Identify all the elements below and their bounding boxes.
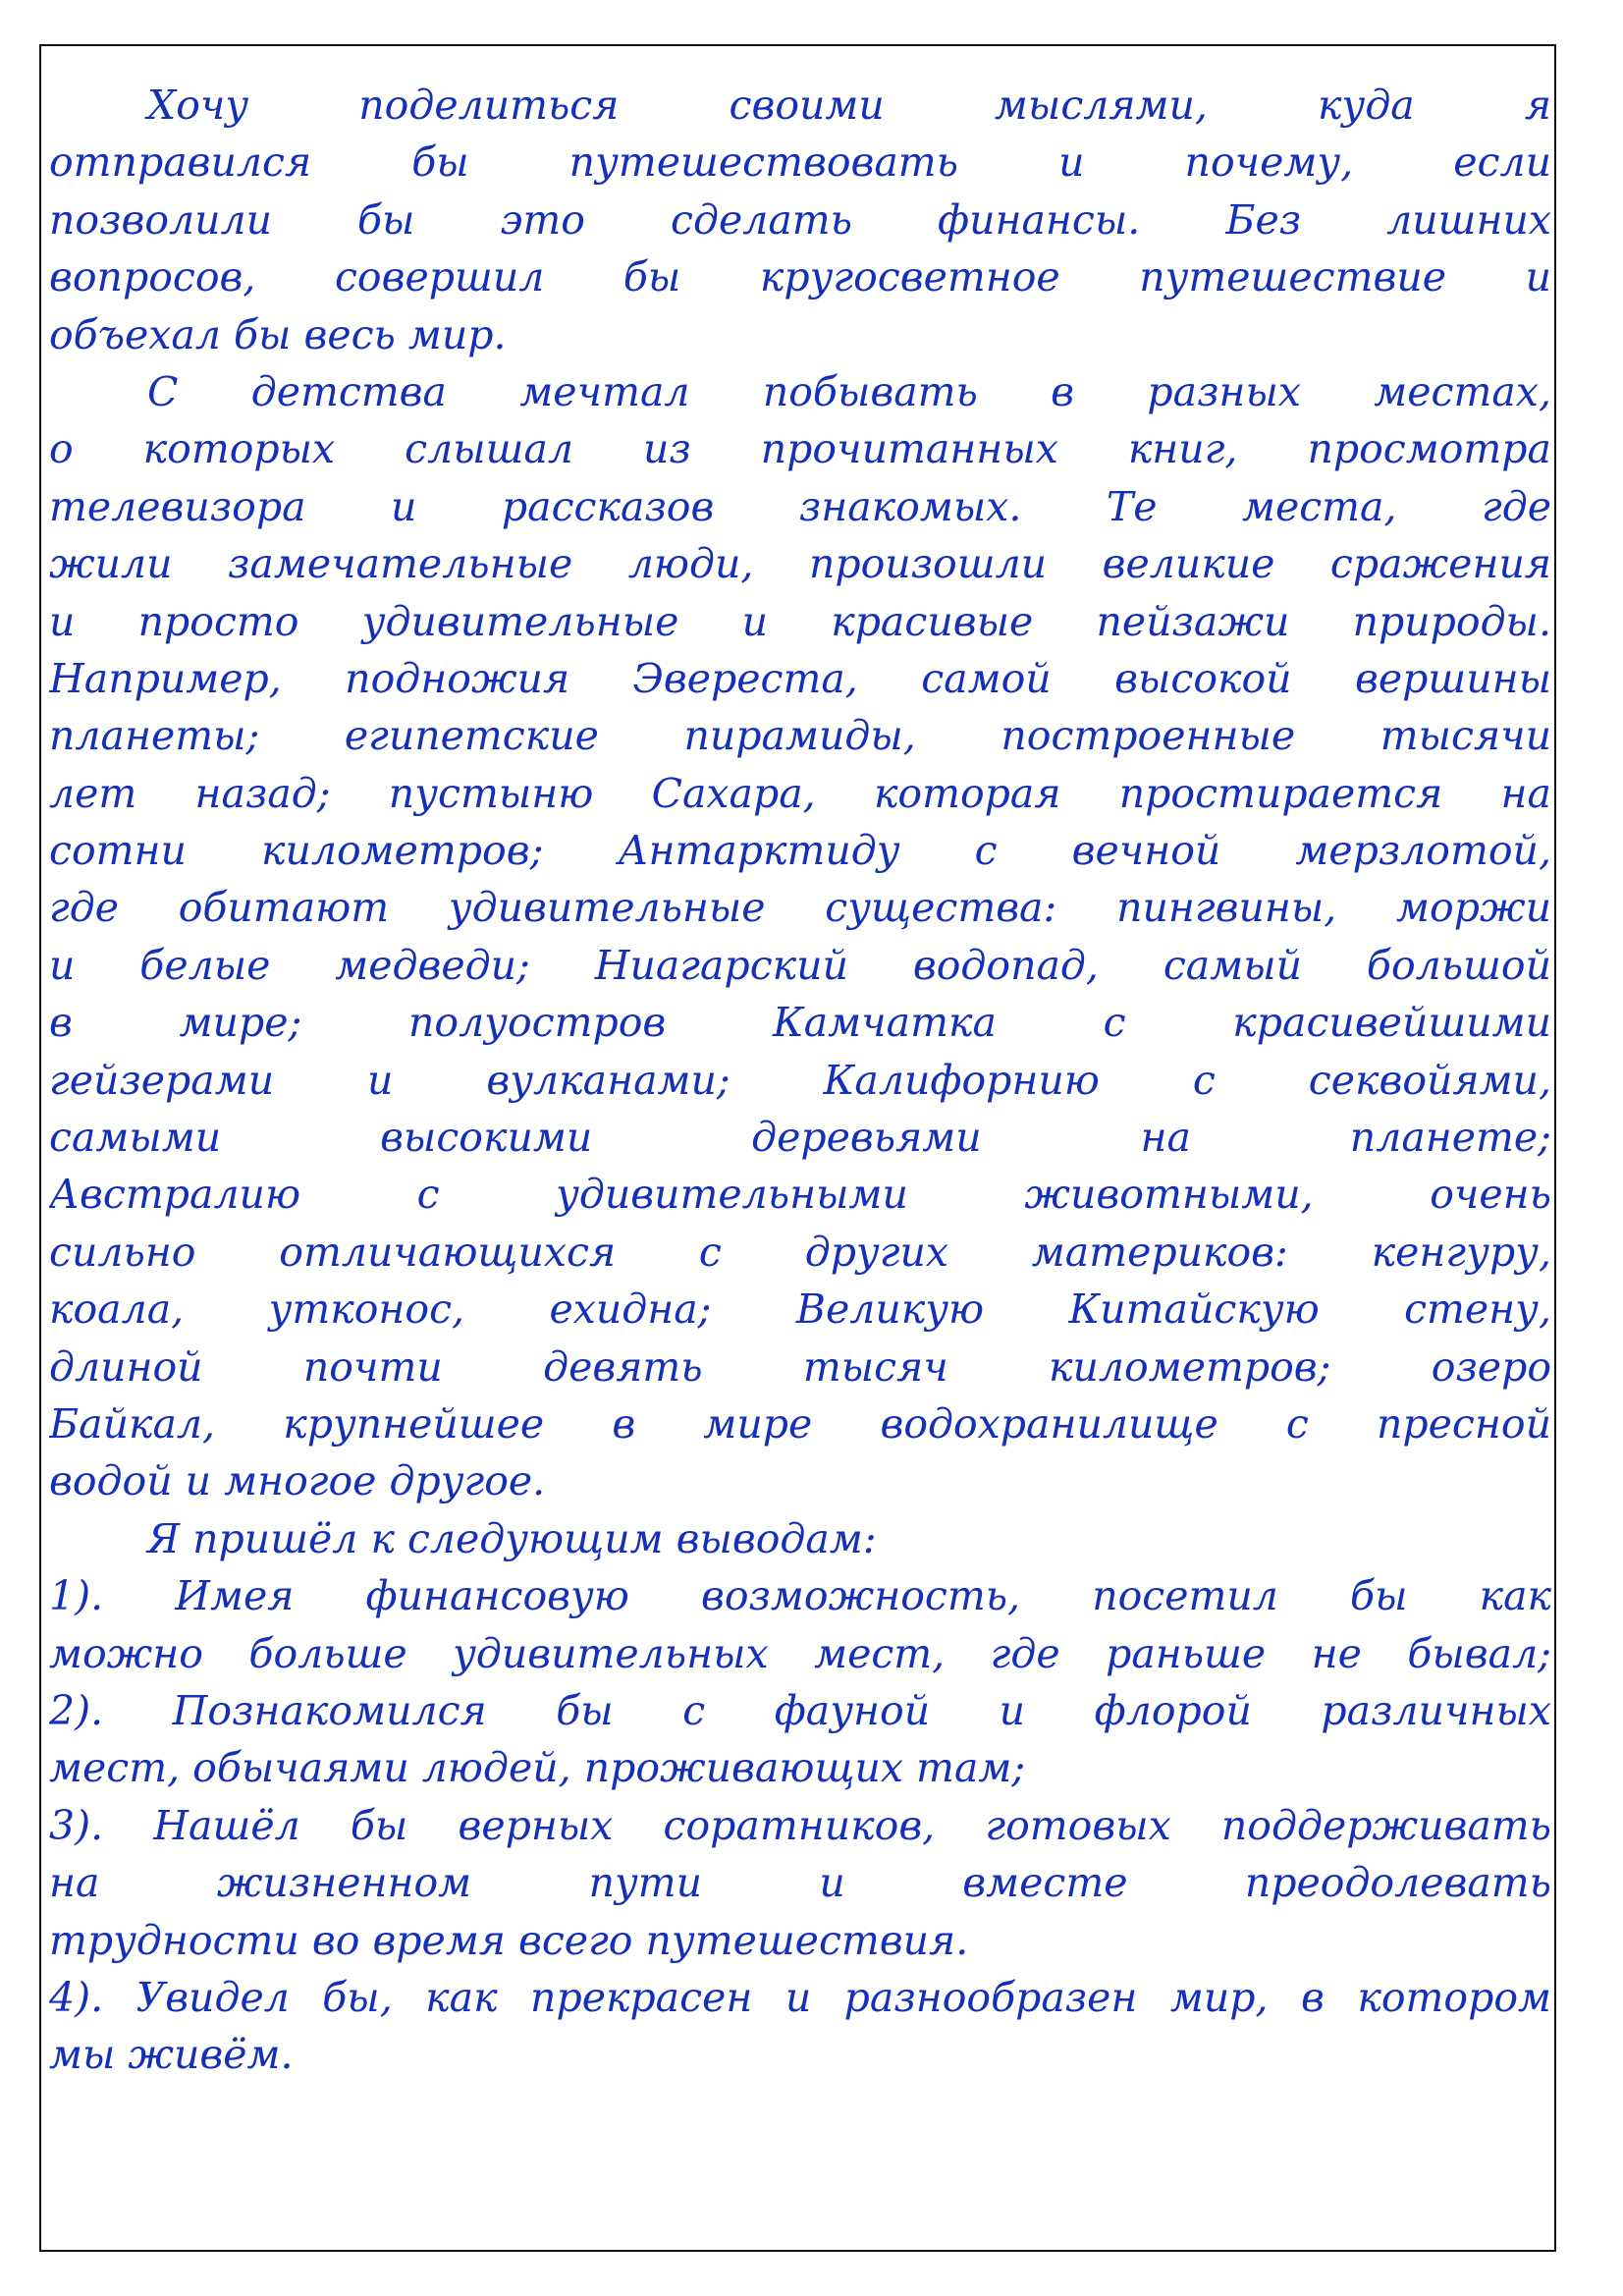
text-line: жили замечательные люди, произошли великие сражения [49,540,1551,588]
text-line: мест, обычаями людей, проживающих там; [49,1744,1026,1792]
text-line: сильно отличающихся с других материков: кенгуру, [49,1228,1551,1276]
text-line: можно больше удивительных мест, где раньше не бывал; [49,1629,1551,1677]
text-line: лет назад; пустыню Сахара, которая простирается на [49,769,1551,817]
text-line: 3). Нашёл бы верных соратников, готовых поддерживать [49,1801,1551,1849]
text-line: водой и многое другое. [49,1457,546,1505]
text-line: С детства мечтал побывать в разных местах, [147,367,1551,415]
text-line: 2). Познакомился бы с фауной и флорой различных [49,1686,1551,1734]
text-line: сотни километров; Антарктиду с вечной мерзлотой, [49,827,1551,875]
text-line: 1). Имея финансовую возможность, посетил бы как [49,1572,1551,1620]
text-line: о которых слышал из прочитанных книг, просмотра [49,425,1551,473]
text-line: Байкал, крупнейшее в мире водохранилище с пресной [49,1399,1551,1448]
text-line: мы живём. [49,2031,294,2079]
text-line: на жизненном пути и вместе преодолевать [49,1859,1551,1907]
text-line: 4). Увидел бы, как прекрасен и разнообразен мир, в котором [49,1973,1551,2021]
text-line: планеты; египетские пирамиды, построенные тысячи [49,712,1551,760]
text-line: отправился бы путешествовать и почему, если [49,138,1551,187]
handwritten-essay [49,77,1551,2084]
text-line: и просто удивительные и красивые пейзажи природы. [49,597,1551,645]
text-line: гейзерами и вулканами; Калифорнию с секвойями, [49,1056,1551,1104]
text-line: самыми высокими деревьями на планете; [49,1114,1551,1162]
text-line: Хочу поделиться своими мыслями, куда я [147,82,1551,129]
text-line: Например, подножия Эвереста, самой высокой вершины [49,654,1551,702]
text-line: вопросов, совершил бы кругосветное путешествие и [49,253,1551,301]
text-line: трудности во время всего путешествия. [49,1916,969,1964]
text-line: и белые медведи; Ниагарский водопад, самый большой [49,941,1551,989]
text-line: позволили бы это сделать финансы. Без лишних [49,195,1551,244]
text-line: коала, утконос, ехидна; Великую Китайскую стену, [49,1285,1551,1334]
text-line: где обитают удивительные существа: пингвины, моржи [49,884,1551,932]
text-line: Я пришёл к следующим выводам: [147,1514,877,1562]
text-line: объехал бы весь мир. [49,310,507,358]
text-line: телевизора и рассказов знакомых. Те места, где [49,482,1551,530]
text-line: Австралию с удивительными животными, очень [49,1171,1551,1219]
text-line: длиной почти девять тысяч километров; озеро [49,1342,1551,1391]
text-line: в мире; полуостров Камчатка с красивейшими [49,999,1551,1047]
